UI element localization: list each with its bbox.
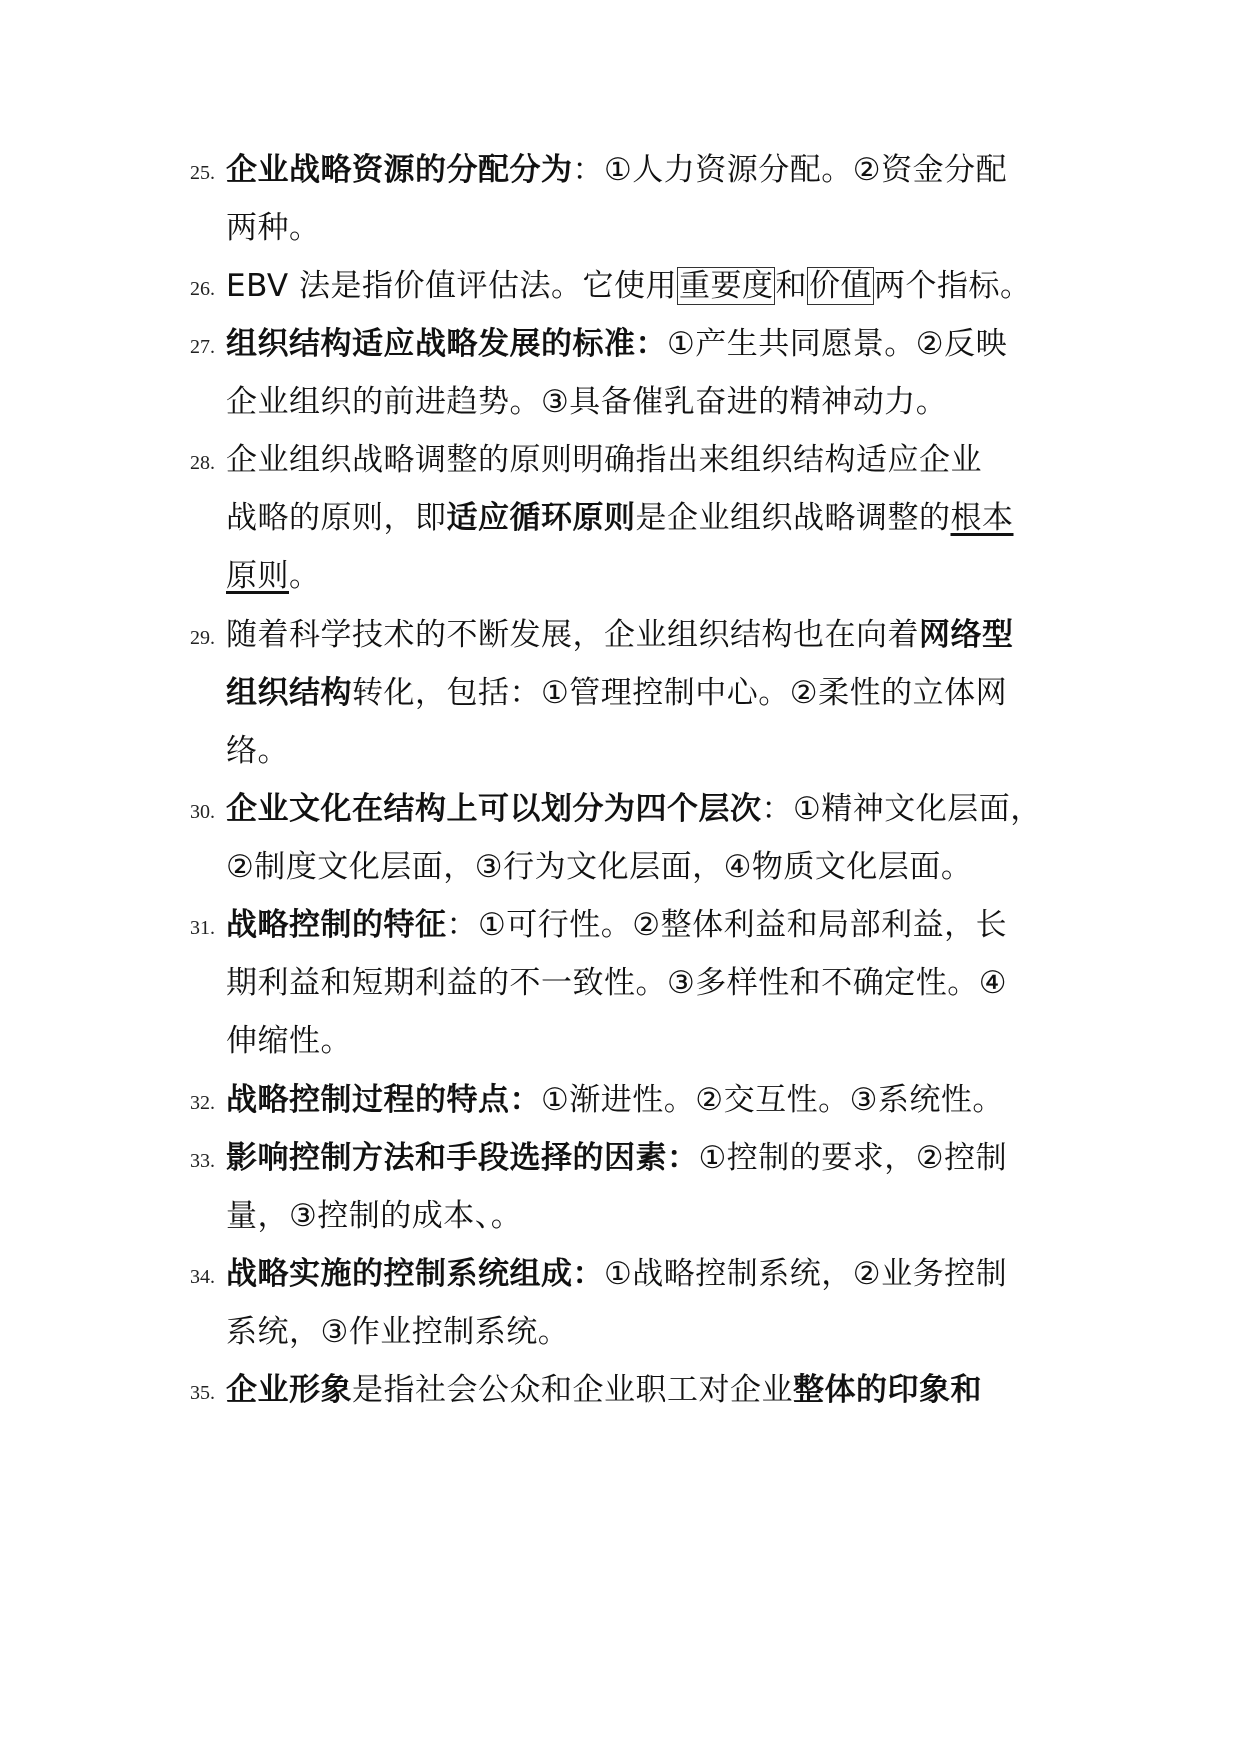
item-text: 两种。 [226,210,321,246]
item-number: 31. [190,917,215,939]
item-line [226,1196,522,1236]
boxed-term: 价值 [808,268,872,304]
item-line [226,673,1007,713]
item-line [226,1370,982,1410]
item-text: ：①精神文化层面， [761,791,1042,827]
bold-term: 企业文化在结构上可以划分为四个层次 [226,791,762,827]
bold-term: 战略控制过程的特点： [226,1082,541,1118]
item-number: 34. [190,1266,215,1288]
item-line [226,266,1031,306]
item-text: ①控制的要求，②控制 [698,1140,1008,1176]
item-text: 系统，③作业控制系统。 [226,1314,570,1350]
item-text: ①渐进性。②交互性。③系统性。 [541,1082,1004,1118]
item-text: 和 [775,268,807,304]
bold-term: 整体的印象和 [793,1372,982,1408]
bold-term: 组织结构 [226,675,352,711]
item-line [226,847,972,887]
item-line [226,1254,1007,1294]
bold-term: 组织结构适应战略发展的标准： [226,326,667,362]
item-text: 是指社会公众和企业职工对企业 [352,1372,793,1408]
item-line [226,556,321,596]
item-text: 。 [289,558,321,594]
item-text: ①战略控制系统，②业务控制 [604,1256,1008,1292]
item-text: 随着科学技术的不断发展，企业组织结构也在向着 [226,617,919,653]
item-number: 25. [190,162,215,184]
item-line [226,1021,352,1061]
item-line [226,905,1007,945]
item-number: 28. [190,452,215,474]
item-text: 转化，包括：①管理控制中心。②柔性的立体网 [352,675,1008,711]
item-text: EBV 法是指价值评估法。它使用 [226,268,677,304]
item-line [226,615,1014,655]
item-line [226,963,1007,1003]
item-text: 企业组织的前进趋势。③具备催乳奋进的精神动力。 [226,384,948,420]
item-text: ：①人力资源分配。②资金分配 [572,152,1008,188]
bold-term: 适应循环原则 [446,500,636,536]
item-line [226,731,289,771]
bold-term: 网络型 [919,617,1014,653]
item-text: 是企业组织战略调整的 [635,500,951,536]
item-text: 企业组织战略调整的原则明确指出来组织结构适应企业 [226,442,982,478]
item-line [226,382,947,422]
bold-term: 战略控制的特征 [226,907,447,943]
bold-term: 企业形象 [226,1372,352,1408]
bold-term: 影响控制方法和手段选择的因素： [226,1140,699,1176]
item-text: 期利益和短期利益的不一致性。③多样性和不确定性。④ [226,965,1008,1001]
item-number: 33. [190,1150,215,1172]
item-text: ②制度文化层面，③行为文化层面，④物质文化层面。 [226,849,973,885]
item-number: 27. [190,336,215,358]
item-text: ①产生共同愿景。②反映 [667,326,1008,362]
item-text: 两个指标。 [873,268,1032,304]
item-line [226,1312,569,1352]
item-line [226,1080,1004,1120]
item-number: 26. [190,278,215,300]
item-line [226,498,1014,538]
bold-term: 企业战略资源的分配分为 [226,152,573,188]
underlined-term: 根本 [950,500,1014,536]
item-line [226,440,982,480]
item-line [226,789,1042,829]
item-number: 30. [190,801,215,823]
underlined-term: 原则 [226,558,289,594]
item-line [226,324,1007,364]
item-number: 32. [190,1092,215,1114]
item-number: 29. [190,627,215,649]
item-text: 伸缩性。 [226,1023,352,1059]
boxed-term: 重要度 [678,268,774,304]
item-line [226,208,321,248]
item-text: 络。 [226,733,289,769]
item-line [226,150,1007,190]
item-text: 战略的原则，即 [226,500,447,536]
item-text: ：①可行性。②整体利益和局部利益，长 [446,907,1008,943]
bold-term: 战略实施的控制系统组成： [226,1256,604,1292]
item-number: 35. [190,1382,215,1404]
item-line [226,1138,1007,1178]
item-text: 量，③控制的成本、。 [226,1198,523,1234]
